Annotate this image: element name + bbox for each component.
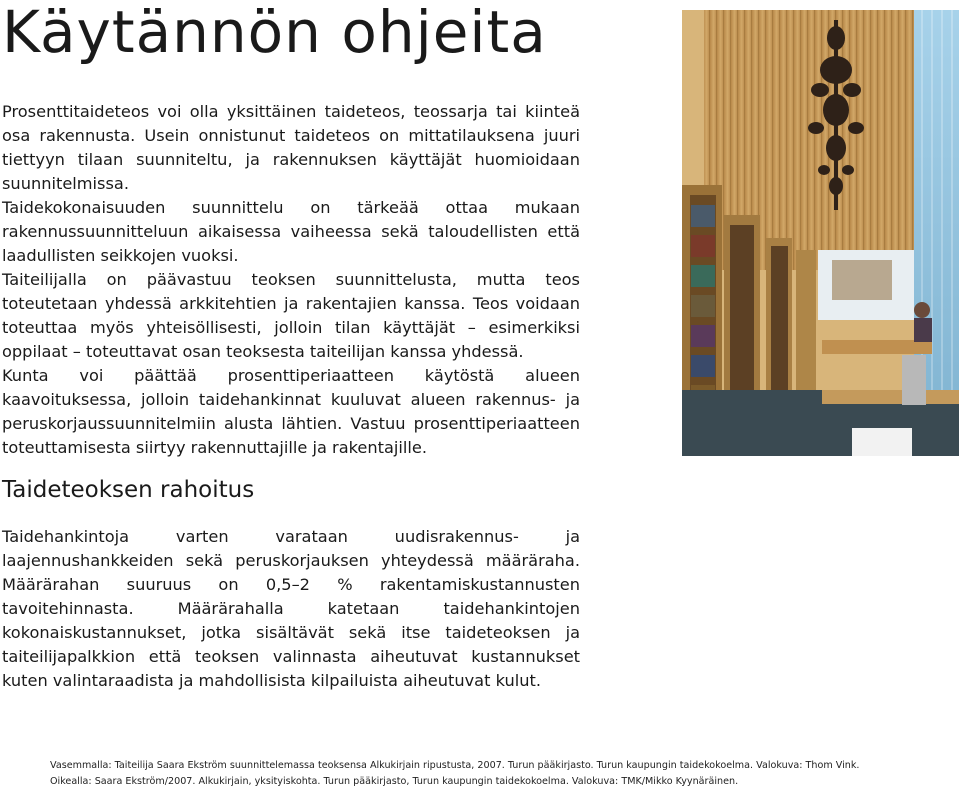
reading-table xyxy=(822,340,932,354)
intro-paragraph-3: Taiteilijalla on päävastuu teoksen suunnittelusta, mutta teos toteutetaan yhdessä arkkitehtien ja rakentajien kanssa. Teos voidaan toteuttaa myös yhteisöllisesti, jolloin tilan käyttäjät – esimerkiksi oppilaat – toteuttavat osan teoksesta taiteilijan kanssa yhdessä. xyxy=(2,270,580,361)
funding-paragraph: Taidehankintoja varten varataan uudisrakennus- ja laajennushankkeiden sekä peruskorjauksen yhteydessä määräraha. Määrärahan suuruus on 0,5–2 % rakentamiskustannusten tavoitehinnasta. Määrärahalla katetaan taidehankintojen kokonaiskustannukset, jotka sisältävät sekä itse taideteoksen ja taiteilijapalkkion että teoksen valinnasta aiheutuvat kustannukset kuten valintaraadista ja mahdollisista kilpailuista aiheutuvat kulut. xyxy=(2,527,580,690)
funding-text xyxy=(2,525,580,693)
section-heading-funding: Taideteoksen rahoitus xyxy=(2,477,255,503)
intro-paragraph-1: Prosenttitaideteos voi olla yksittäinen taideteos, teossarja tai kiinteä osa rakennusta. Usein onnistunut taideteos on mittatilauksena juuri tiettyyn tilaan suunniteltu, ja rakennuksen käyttäjät huomioidaan suunnitelmissa. xyxy=(2,102,580,193)
intro-paragraph-4: Kunta voi päättää prosenttiperiaatteen käytöstä alueen kaavoituksessa, jolloin taidehankinnat kuuluvat alueen rakennus- ja peruskorjaussuunnitelmiin alusta lähtien. Vastuu prosenttiperiaatteen toteuttamisesta siirtyy rakennuttajille ja rakentajille. xyxy=(2,366,580,457)
reader-figure xyxy=(914,302,930,318)
library-photo-illustration xyxy=(682,10,959,456)
page-title: Käytännön ohjeita xyxy=(2,0,547,66)
intro-paragraph-2: Taidekokonaisuuden suunnittelu on tärkeää ottaa mukaan rakennussuunnitteluun aikaisessa vaiheessa sekä taloudellisten että laadullisten seikkojen vuoksi. xyxy=(2,198,580,265)
lamp xyxy=(902,355,926,405)
intro-text xyxy=(2,100,580,460)
library-photo xyxy=(682,10,959,456)
bookshelf-books xyxy=(691,205,715,407)
caption-left: Vasemmalla: Taiteilija Saara Ekström suunnittelemassa teoksensa Alkukirjain ripustusta, 2007. Turun pääkirjasto. Turun kaupungin taidekokoelma. Valokuva: Thom Vink. xyxy=(50,760,860,771)
caption-right: Oikealla: Saara Ekström/2007. Alkukirjain, yksityiskohta. Turun pääkirjasto, Turun kaupungin taidekokoelma. Valokuva: TMK/Mikko Kyynäräinen. xyxy=(50,776,739,787)
photo-captions xyxy=(50,758,950,790)
